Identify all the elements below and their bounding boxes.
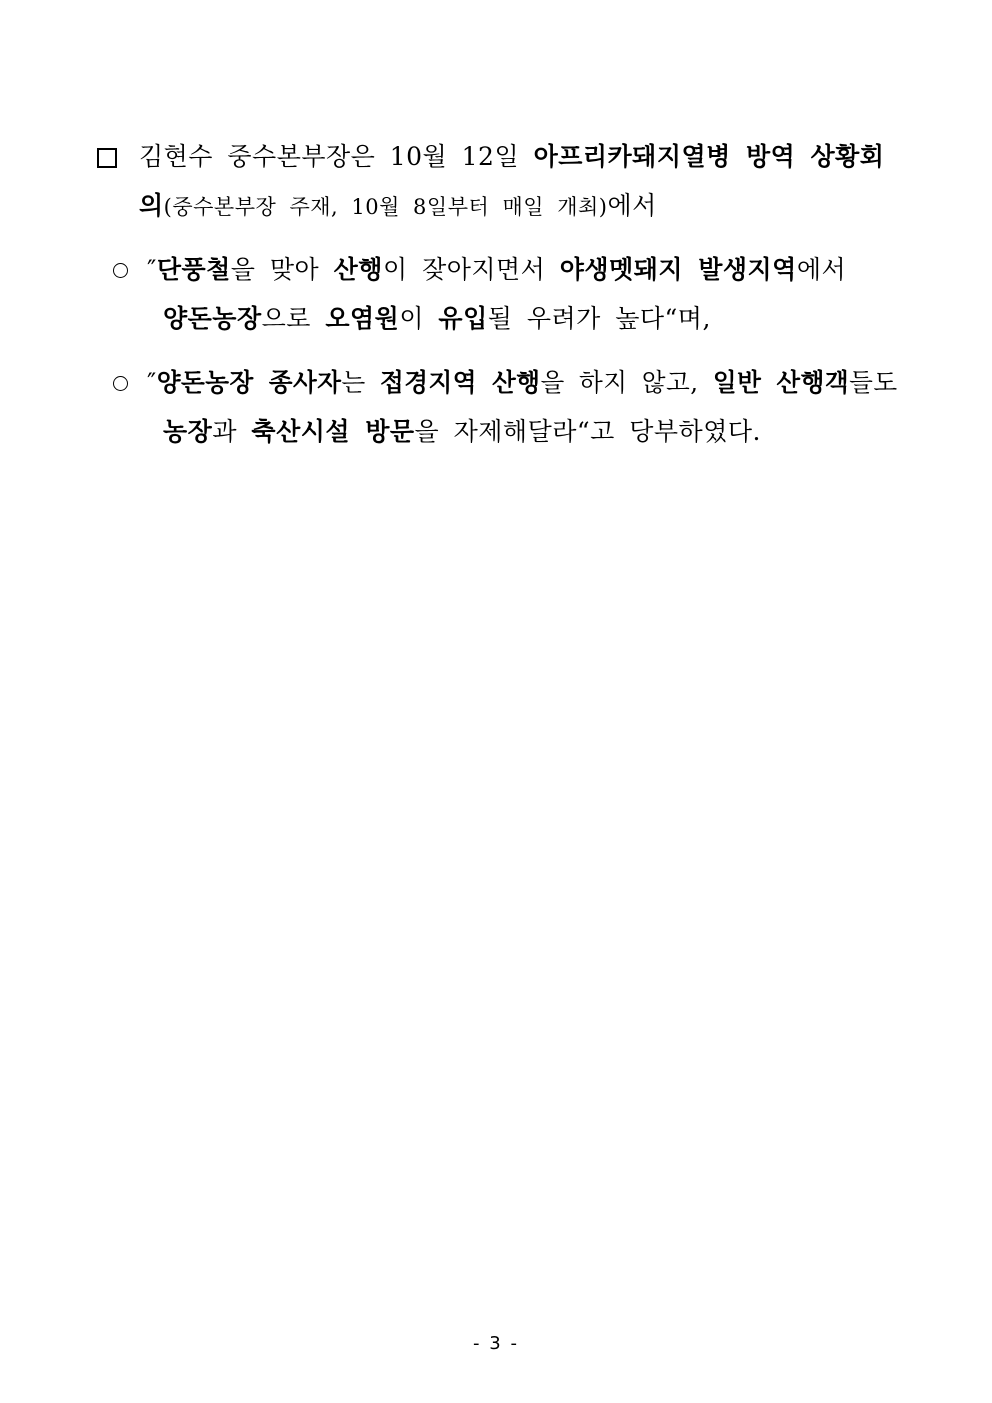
bold-text-run: 산행 xyxy=(333,255,383,284)
bold-text-run: 단풍철 xyxy=(156,255,231,284)
section-line-1-bold: 아프리카돼지열병 방역 상황회 xyxy=(533,142,885,171)
item-2-line-1 xyxy=(147,366,898,400)
section-line-2-bold: 의 xyxy=(139,191,164,220)
bold-text-run: 야생멧돼지 발생지역 xyxy=(559,255,797,284)
circle-bullet-icon xyxy=(113,263,128,278)
bold-text-run: 농장 xyxy=(163,417,213,446)
section-line-1 xyxy=(139,140,884,174)
bold-text-run: 축산시설 방문 xyxy=(251,417,415,446)
bold-text-run: 양돈농장 종사자 xyxy=(156,368,342,397)
bold-text-run: 일반 산행객 xyxy=(712,368,850,397)
text-run: 과 xyxy=(212,417,252,446)
text-run: ″ xyxy=(147,368,157,397)
bold-text-run: 접경지역 산행 xyxy=(379,368,541,397)
section-line-2-paren: (중수본부장 주재, 10월 8일부터 매일 개최) xyxy=(163,195,608,219)
text-run: 될 우려가 높다“며, xyxy=(487,304,711,333)
text-run: 을 하지 않고, xyxy=(540,368,713,397)
text-run: 이 잦아지면서 xyxy=(382,255,560,284)
bold-text-run: 유입 xyxy=(438,304,488,333)
section-line-2 xyxy=(139,189,657,224)
bold-text-run: 양돈농장 xyxy=(163,304,262,333)
text-run: 으로 xyxy=(261,304,326,333)
section-line-2-plain: 에서 xyxy=(607,191,657,220)
page-number: - 3 - xyxy=(473,1333,519,1354)
item-1-line-2 xyxy=(163,302,711,336)
item-2-line-2 xyxy=(163,415,761,449)
circle-bullet-icon xyxy=(113,376,128,391)
text-run: 에서 xyxy=(796,255,847,284)
square-bullet-icon xyxy=(97,148,117,168)
text-run: 이 xyxy=(399,304,439,333)
text-run: 들도 xyxy=(849,368,898,397)
section-line-1-plain: 김현수 중수본부장은 10월 12일 xyxy=(139,142,520,171)
text-run: 는 xyxy=(341,368,380,397)
text-run: ″ xyxy=(147,255,157,284)
text-run: 을 맞아 xyxy=(230,255,334,284)
bold-text-run: 오염원 xyxy=(325,304,400,333)
item-1-line-1 xyxy=(147,253,846,287)
text-run: 을 자제해달라“고 당부하였다. xyxy=(414,417,761,446)
